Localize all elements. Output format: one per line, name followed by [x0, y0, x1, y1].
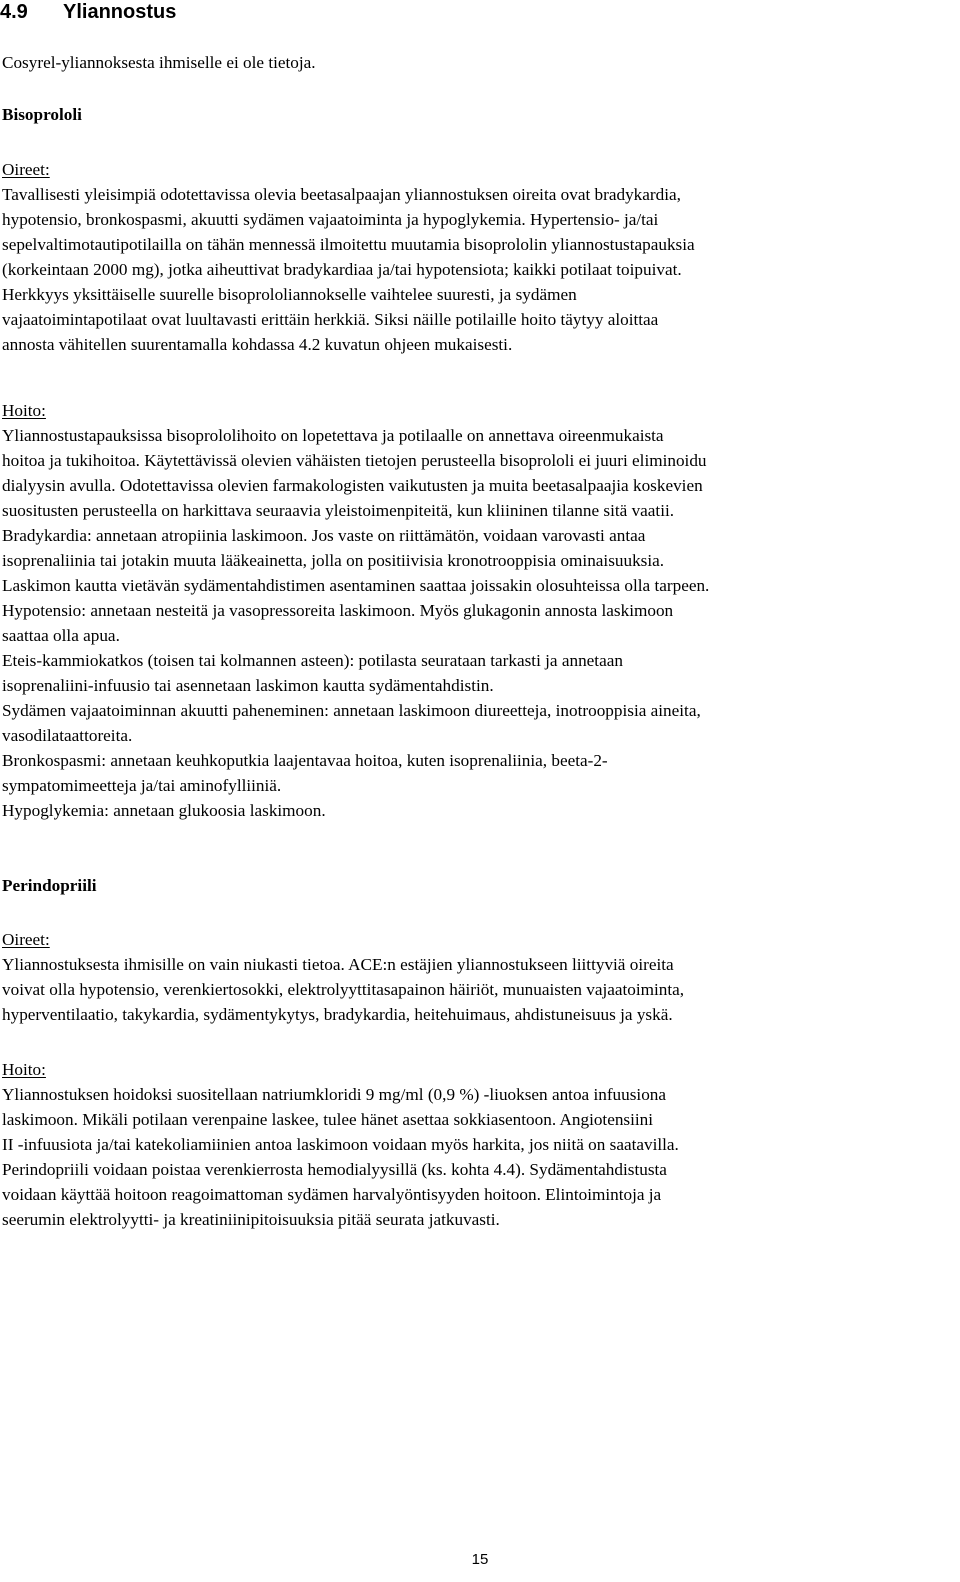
- text-line: voivat olla hypotensio, verenkiertosokki, elektrolyyttitasapainon häiriöt, munuaisten vajaatoiminta,: [2, 980, 685, 999]
- text-line: voidaan käyttää hoitoon reagoimattoman sydämen harvalyöntisyyden hoitoon. Elintoimintoja ja: [2, 1185, 662, 1204]
- section-number: 4.9: [0, 1, 28, 23]
- perindopril-treatment-label: Hoito:: [2, 1060, 46, 1079]
- text-line: sepelvaltimotautipotilailla on tähän mennessä ilmoitettu muutamia bisoprololin yliannostustapauksia: [2, 235, 695, 254]
- page-number: 15: [471, 1551, 489, 1568]
- text-line: Eteis-kammiokatkos (toisen tai kolmannen asteen): potilasta seurataan tarkasti ja annetaan: [2, 651, 623, 670]
- text-line: Yliannostustapauksissa bisoprololihoito on lopetettava ja potilaalle on annettava oireenmukaista: [2, 426, 664, 445]
- text-line: Hypoglykemia: annetaan glukoosia laskimoon.: [2, 801, 326, 820]
- bisoprolol-heading: Bisoprololi: [2, 105, 82, 124]
- text-line: Hypotensio: annetaan nesteitä ja vasopressoreita laskimoon. Myös glukagonin annosta laskimoon: [2, 601, 674, 620]
- perindopril-symptoms-paragraph: [2, 952, 954, 1027]
- perindopril-treatment-paragraph: [2, 1082, 954, 1232]
- perindopril-heading: Perindopriili: [2, 876, 97, 895]
- bisoprolol-symptoms-label: Oireet:: [2, 160, 50, 179]
- text-line: Perindopriili voidaan poistaa verenkierrosta hemodialyysillä (ks. kohta 4.4). Sydämentahdistusta: [2, 1160, 667, 1179]
- text-line: laskimoon. Mikäli potilaan verenpaine laskee, tulee hänet asettaa sokkiasentoon. Angiotensiini: [2, 1110, 654, 1129]
- intro-paragraph: [2, 50, 954, 75]
- text-line: seerumin elektrolyytti- ja kreatiniinipitoisuuksia pitää seurata jatkuvasti.: [2, 1210, 500, 1229]
- text-line: suositusten perusteella on harkittava seuraavia yleistoimenpiteitä, kun kliininen tilanne sitä vaatii.: [2, 501, 675, 520]
- text-line: II -infuusiota ja/tai katekoliamiinien antoa laskimoon voidaan myös harkita, jos niitä on saatavilla.: [2, 1135, 679, 1154]
- intro-line: Cosyrel-yliannoksesta ihmiselle ei ole tietoja.: [2, 53, 316, 72]
- text-line: isoprenaliinia tai jotakin muuta lääkeainetta, jolla on positiivisia kronotrooppisia ominaisuuksia.: [2, 551, 665, 570]
- section-title: Yliannostus: [63, 1, 177, 23]
- text-line: dialyysin avulla. Odotettavissa olevien farmakologisten vaikutusten ja muita beetasalpaajia koskevien: [2, 476, 703, 495]
- text-line: annosta vähitellen suurentamalla kohdassa 4.2 kuvatun ohjeen mukaisesti.: [2, 335, 513, 354]
- text-line: Bradykardia: annetaan atropiinia laskimoon. Jos vaste on riittämätön, voidaan varovasti antaa: [2, 526, 646, 545]
- text-line: Bronkospasmi: annetaan keuhkoputkia laajentavaa hoitoa, kuten isoprenaliinia, beeta-2-: [2, 751, 608, 770]
- text-line: Yliannostuksen hoidoksi suositellaan natriumkloridi 9 mg/ml (0,9 %) -liuoksen antoa infuusiona: [2, 1085, 667, 1104]
- bisoprolol-symptoms-paragraph: [2, 182, 954, 357]
- text-line: vajaatoimintapotilaat ovat luultavasti erittäin herkkiä. Siksi näille potilaille hoito täytyy aloittaa: [2, 310, 659, 329]
- bisoprolol-treatment-paragraph: [2, 423, 954, 823]
- perindopril-symptoms-label: Oireet:: [2, 930, 50, 949]
- text-line: saattaa olla apua.: [2, 626, 120, 645]
- text-line: hypotensio, bronkospasmi, akuutti sydämen vajaatoiminta ja hypoglykemia. Hypertensio- ja/tai: [2, 210, 659, 229]
- bisoprolol-treatment-label: Hoito:: [2, 401, 46, 420]
- text-line: Herkkyys yksittäiselle suurelle bisoprololiannokselle vaihtelee suuresti, ja sydämen: [2, 285, 577, 304]
- text-line: sympatomimeetteja ja/tai aminofylliiniä.: [2, 776, 282, 795]
- text-line: (korkeintaan 2000 mg), jotka aiheuttivat bradykardiaa ja/tai hypotensiota; kaikki potilaat toipuivat.: [2, 260, 682, 279]
- text-line: isoprenaliini-infuusio tai asennetaan laskimon kautta sydämentahdistin.: [2, 676, 494, 695]
- text-line: Laskimon kautta vietävän sydämentahdistimen asentaminen saattaa joissakin olosuhteissa olla tarpeen.: [2, 576, 710, 595]
- text-line: Tavallisesti yleisimpiä odotettavissa olevia beetasalpaajan yliannostuksen oireita ovat bradykardia,: [2, 185, 681, 204]
- text-line: Yliannostuksesta ihmisille on vain niukasti tietoa. ACE:n estäjien yliannostukseen liittyviä oireita: [2, 955, 674, 974]
- text-line: hyperventilaatio, takykardia, sydämentykytys, bradykardia, heitehuimaus, ahdistuneisuus ja yskä.: [2, 1005, 673, 1024]
- text-line: hoitoa ja tukihoitoa. Käytettävissä olevien vähäisten tietojen perusteella bisoprololi ei juuri eliminoidu: [2, 451, 707, 470]
- section-heading: [0, 0, 176, 24]
- text-line: Sydämen vajaatoiminnan akuutti paheneminen: annetaan laskimoon diureetteja, inotrooppisia aineita,: [2, 701, 701, 720]
- text-line: vasodilataattoreita.: [2, 726, 133, 745]
